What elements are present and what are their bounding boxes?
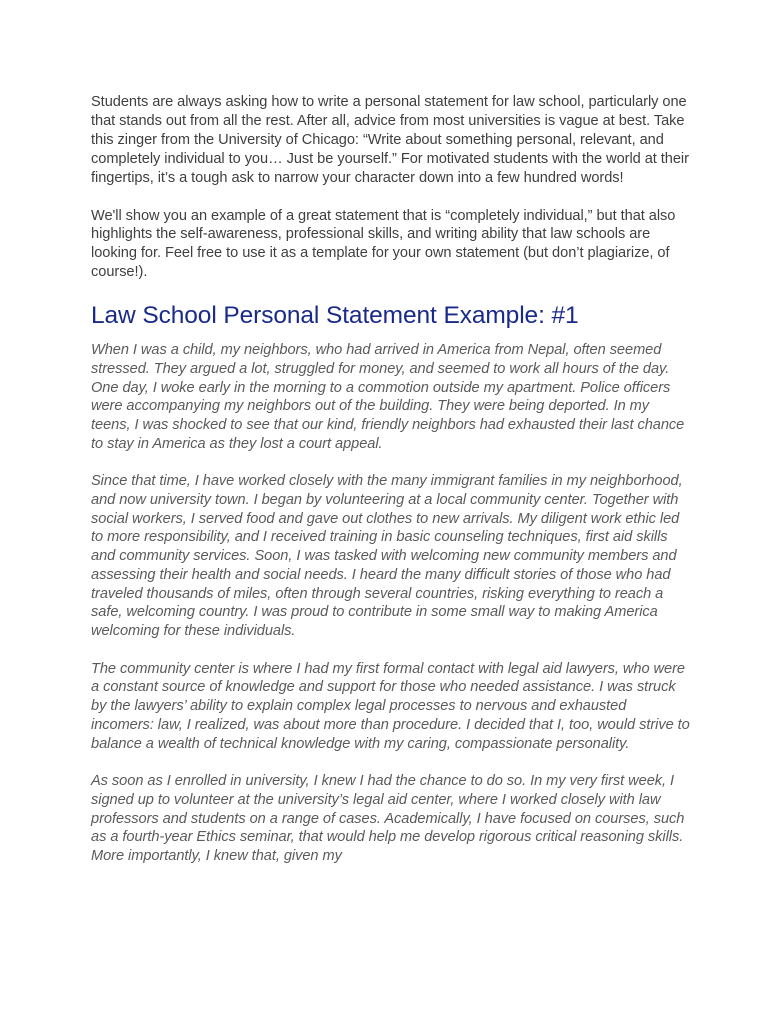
intro-paragraph: Students are always asking how to write a personal statement for law school, particularly one that stands out from all the rest. After all, advice from most universities is vague at best. Take this zinger from the University of Chicago: “Write about something personal, relevant, and completely individual to you… Just be yourself.” For motivated students with the world at their fingertips, it’s a tough ask to narrow your character down into a few hundred words! — [91, 94, 689, 186]
intro-section — [91, 93, 691, 282]
intro-paragraph: We'll show you an example of a great statement that is “completely individual,” but that also highlights the self-awareness, professional skills, and writing ability that law schools are looking for. Feel free to use it as a template for your own statement (but don’t plagiarize, of course!). — [91, 207, 676, 281]
statement-paragraph: The community center is where I had my first formal contact with legal aid lawyers, who were a constant source of knowledge and support for those who needed assistance. I was struck by the lawyers’ ability to explain complex legal processes to nervous and exhausted incomers: law, I realized, was about more than procedure. I decided that I, too, would strive to balance a wealth of technical knowledge with my caring, compassionate personality. — [91, 660, 690, 752]
statement-paragraph: When I was a child, my neighbors, who had arrived in America from Nepal, often seemed stressed. They argued a lot, struggled for money, and seemed to work all hours of the day. One day, I woke early in the morning to a commotion outside my apartment. Police officers were accompanying my neighbors out of the building. They were being deported. In my teens, I was shocked to see that our kind, friendly neighbors had exhausted their last chance to stay in America as they lost a court appeal. — [91, 342, 685, 452]
statement-example — [91, 341, 691, 866]
statement-paragraph: As soon as I enrolled in university, I knew I had the chance to do so. In my very first week, I signed up to volunteer at the university’s legal aid center, where I worked closely with law professors and students on a range of cases. Academically, I have focused on courses, such as a fourth-year Ethics seminar, that would help me develop rigorous critical reasoning skills. More importantly, I knew that, given my — [91, 773, 685, 865]
section-heading: Law School Personal Statement Example: #1 — [91, 302, 579, 330]
statement-paragraph: Since that time, I have worked closely with the many immigrant families in my neighborhood, and now university town. I began by volunteering at a local community center. Together with social workers, I served food and gave out clothes to new arrivals. My diligent work ethic led to more responsibility, and I received training in basic counseling techniques, first aid skills and community services. Soon, I was tasked with welcoming new community members and assessing their health and social needs. I heard the many difficult stories of those who had traveled thousands of miles, often through several countries, risking everything to reach a safe, welcoming country. I was proud to contribute in some small way to making America welcoming for these individuals. — [91, 473, 683, 639]
document-content — [91, 93, 691, 885]
